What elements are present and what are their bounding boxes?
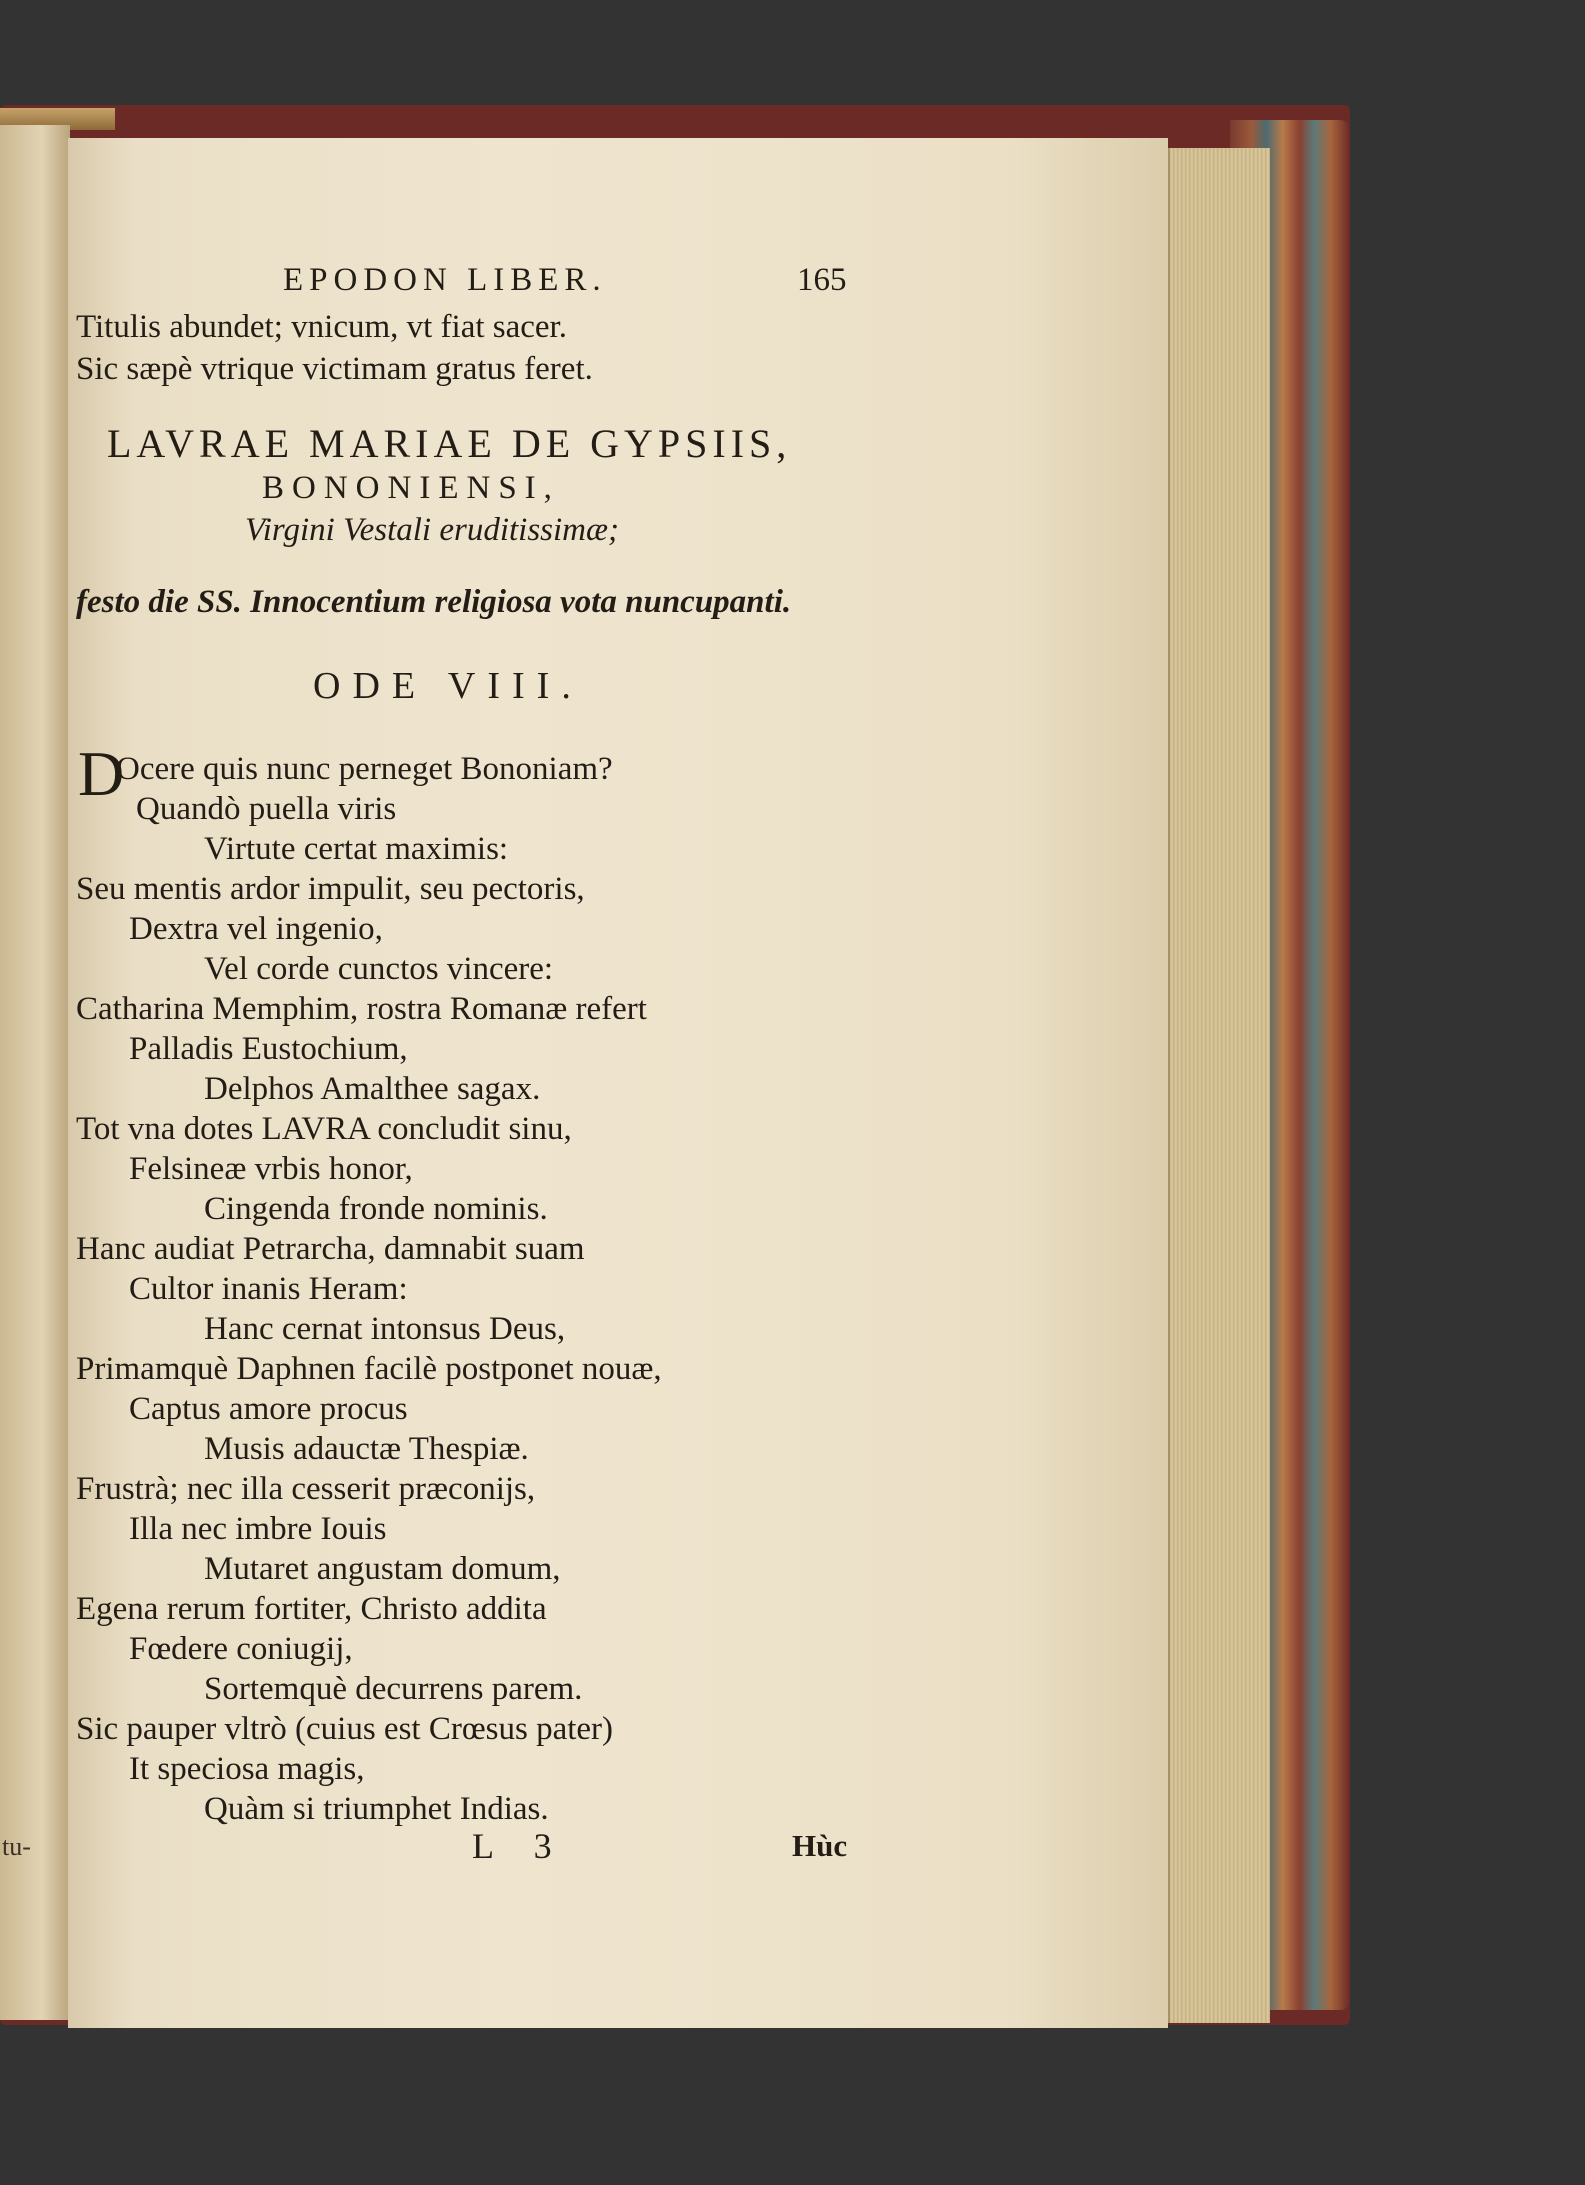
verse-line: Fœdere coniugij, [129, 1631, 353, 1667]
catchword: Hùc [792, 1828, 848, 1863]
verse-line: Illa nec imbre Iouis [129, 1511, 387, 1547]
verse-line: Sic pauper vltrò (cuius est Crœsus pater) [76, 1711, 614, 1747]
dedication-name: LAVRAE MARIAE DE GYPSIIS, [107, 421, 792, 466]
signature-mark: L 3 [472, 1826, 568, 1866]
verse-line: Hanc audiat Petrarcha, damnabit suam [76, 1231, 585, 1267]
verse-line: Ocere quis nunc perneget Bononiam? [116, 751, 613, 787]
dedication-city: BONONIENSI, [262, 470, 560, 506]
verse-line: Delphos Amalthee sagax. [204, 1071, 541, 1107]
verse-line: Quàm si triumphet Indias. [204, 1791, 549, 1827]
ode-title: ODE VIII. [313, 665, 583, 707]
verse-line: Seu mentis ardor impulit, seu pectoris, [76, 871, 585, 907]
verse-line: Frustrà; nec illa cesserit præconijs, [76, 1471, 536, 1507]
verse-line: Primamquè Daphnen facilè postponet nouæ, [76, 1351, 662, 1387]
verse-line: Tot vna dotes LAVRA concludit sinu, [76, 1111, 572, 1147]
verse-line: Dextra vel ingenio, [129, 911, 383, 947]
page-number: 165 [797, 262, 847, 298]
verse-line: Quandò puella viris [136, 791, 397, 827]
verse-line: Virtute certat maximis: [204, 831, 509, 867]
verse-line: Cingenda fronde nominis. [204, 1191, 548, 1227]
intro-line-1: Titulis abundet; vnicum, vt fiat sacer. [76, 309, 567, 345]
verse-line: Palladis Eustochium, [129, 1031, 408, 1067]
left-page-edge [0, 125, 70, 2020]
running-head: EPODON LIBER. [283, 262, 607, 298]
dedication-epithet: Virgini Vestali eruditissimæ; [245, 512, 620, 548]
verse-line: Captus amore procus [129, 1391, 408, 1427]
verse-line: It speciosa magis, [129, 1751, 365, 1787]
verse-line: Felsineæ vrbis honor, [129, 1151, 413, 1187]
dedication-occasion: festo die SS. Innocentium religiosa vota nuncupanti. [76, 584, 792, 620]
verse-line: Egena rerum fortiter, Christo addita [76, 1591, 547, 1627]
verse-line: Musis adauctæ Thespiæ. [204, 1431, 529, 1467]
verse-line: Vel corde cunctos vincere: [204, 951, 554, 987]
intro-line-2: Sic sæpè vtrique victimam gratus feret. [76, 351, 593, 387]
left-page-fragment: tu- [2, 1832, 31, 1861]
verse-line: Mutaret angustam domum, [204, 1551, 561, 1587]
page-stack-edge [1168, 148, 1270, 2023]
verse-line: Catharina Memphim, rostra Romanæ refert [76, 991, 647, 1027]
drop-cap: D [78, 738, 125, 809]
verse-line: Sortemquè decurrens parem. [204, 1671, 583, 1707]
verse-line: Hanc cernat intonsus Deus, [204, 1311, 566, 1347]
verse-line: Cultor inanis Heram: [129, 1271, 408, 1307]
